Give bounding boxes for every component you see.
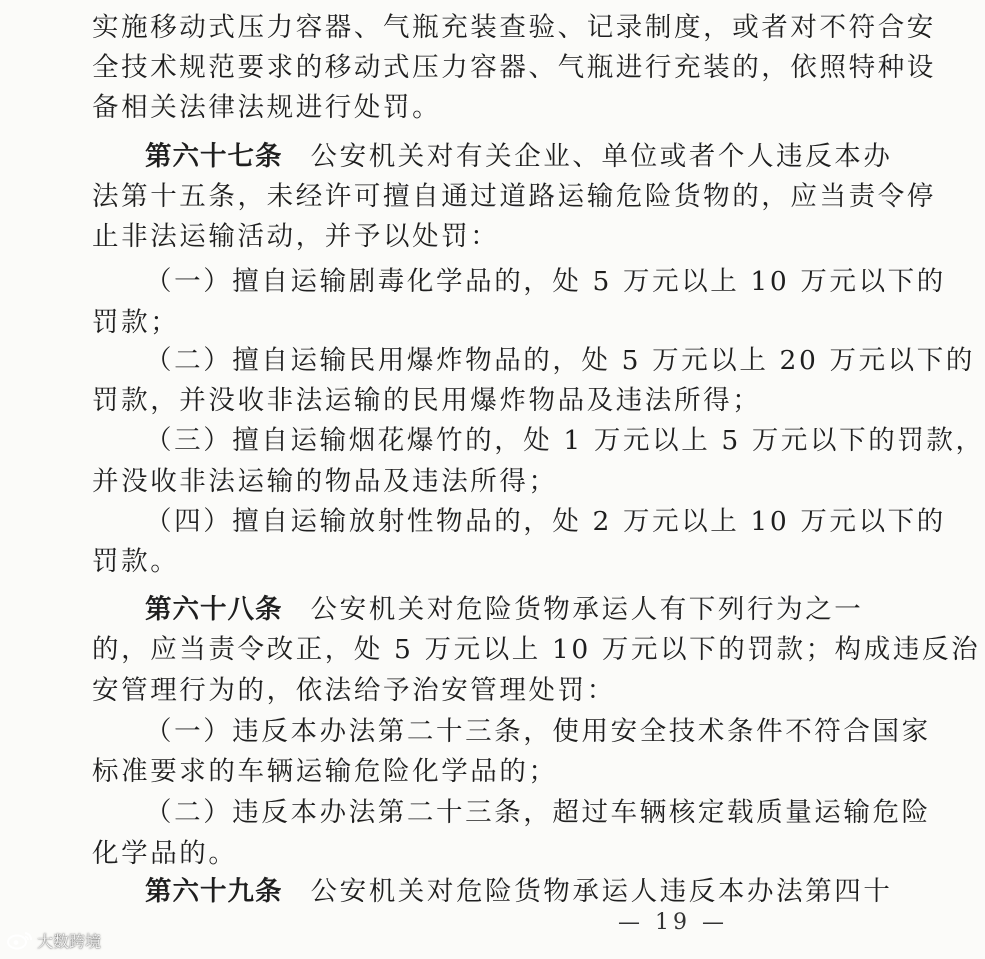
text-line: （二）擅自运输民用爆炸物品的，处 5 万元以上 20 万元以下的 — [145, 345, 975, 376]
article-68-first-line — [145, 590, 864, 630]
text-line: 的，应当责令改正，处 5 万元以上 10 万元以下的罚款；构成违反治 — [92, 634, 981, 665]
text-line: （四）擅自运输放射性物品的，处 2 万元以上 10 万元以下的 — [145, 506, 946, 537]
page-number: — 19 — — [618, 910, 728, 935]
text-line: 备相关法律法规进行处罚。 — [92, 92, 442, 123]
text-line: 罚款，并没收非法运输的民用爆炸物品及违法所得； — [92, 385, 762, 416]
text-span: 公安机关对危险货物承运人有下列行为之一 — [310, 594, 864, 625]
text-line: 标准要求的车辆运输危险化学品的； — [92, 756, 558, 787]
weibo-logo-icon — [6, 930, 34, 950]
text-line: （一）违反本办法第二十三条，使用安全技术条件不符合国家 — [145, 716, 931, 747]
watermark-text: 大数跨境 — [37, 931, 102, 951]
text-line: 实施移动式压力容器、气瓶充装查验、记录制度，或者对不符合安 — [92, 12, 936, 43]
text-span: 公安机关对危险货物承运人违反本办法第四十 — [310, 876, 893, 907]
text-line: 并没收非法运输的物品及违法所得； — [92, 466, 558, 497]
text-line: 化学品的。 — [92, 838, 238, 869]
watermark — [6, 927, 101, 953]
text-line: （三）擅自运输烟花爆竹的，处 1 万元以上 5 万元以下的罚款， — [145, 425, 985, 456]
text-line: 罚款； — [92, 307, 180, 338]
article-69-heading: 第六十九条 — [145, 876, 283, 907]
article-68-heading: 第六十八条 — [145, 594, 283, 625]
text-line: 法第十五条，未经许可擅自通过道路运输危险货物的，应当责令停 — [92, 181, 936, 212]
text-line: 全技术规范要求的移动式压力容器、气瓶进行充装的，依照特种设 — [92, 52, 936, 83]
article-67-first-line — [145, 137, 893, 177]
article-69-first-line — [145, 872, 893, 912]
text-line: 罚款。 — [92, 546, 180, 577]
article-67-heading: 第六十七条 — [145, 141, 283, 172]
text-line: 安管理行为的，依法给予治安管理处罚： — [92, 675, 616, 706]
text-line: 止非法运输活动，并予以处罚： — [92, 221, 500, 252]
text-line: （一）擅自运输剧毒化学品的，处 5 万元以上 10 万元以下的 — [145, 266, 946, 297]
text-line: （二）违反本办法第二十三条，超过车辆核定载质量运输危险 — [145, 797, 931, 828]
text-span: 公安机关对有关企业、单位或者个人违反本办 — [310, 141, 893, 172]
